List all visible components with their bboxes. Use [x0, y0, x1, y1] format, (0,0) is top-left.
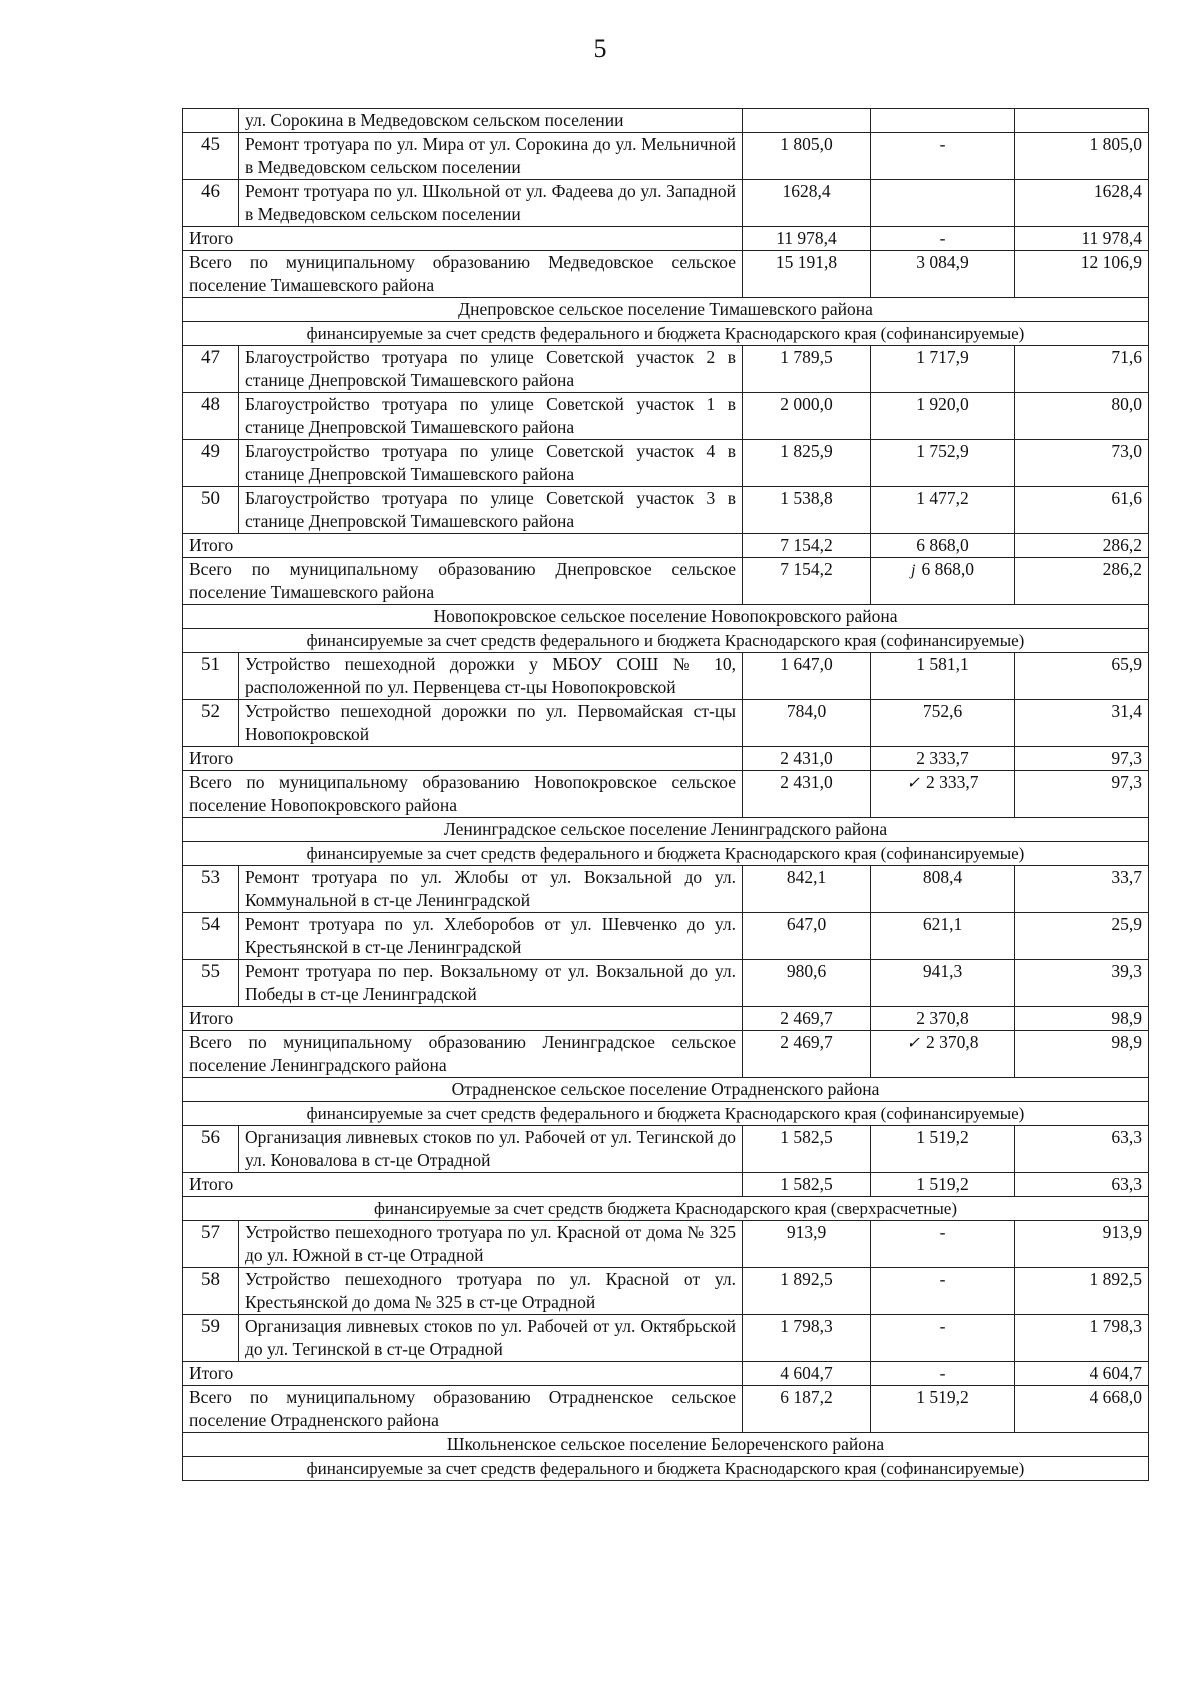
regional-amount: 1 519,2	[871, 1126, 1015, 1173]
row-number: 48	[183, 393, 239, 440]
total-label: Итого	[183, 1007, 743, 1031]
total-row	[183, 251, 1149, 298]
regional-amount-value: -	[939, 228, 946, 248]
funding-row	[183, 1197, 1149, 1221]
total-label: Всего по муниципальному образованию Отрадненское сельское поселение Отрадненского района	[183, 1386, 743, 1433]
local-amount: 4 668,0	[1015, 1386, 1149, 1433]
check-mark: ✓	[906, 775, 920, 792]
local-amount: 286,2	[1015, 558, 1149, 605]
regional-amount-value: 1 519,2	[916, 1174, 969, 1194]
local-amount: 73,0	[1015, 440, 1149, 487]
local-amount: 97,3	[1015, 747, 1149, 771]
total-label: Всего по муниципальному образованию Медведовское сельское поселение Тимашевского района	[183, 251, 743, 298]
table-row	[183, 653, 1149, 700]
local-amount: 98,9	[1015, 1031, 1149, 1078]
regional-amount: 752,6	[871, 700, 1015, 747]
total-amount: 1 582,5	[743, 1173, 871, 1197]
total-amount: 1 825,9	[743, 440, 871, 487]
local-amount: 63,3	[1015, 1126, 1149, 1173]
total-amount: 1628,4	[743, 180, 871, 227]
funding-row	[183, 1102, 1149, 1126]
section-title: Новопокровское сельское поселение Новопокровского района	[183, 605, 1149, 629]
total-amount: 2 469,7	[743, 1031, 871, 1078]
local-amount	[1015, 109, 1149, 133]
row-number: 54	[183, 913, 239, 960]
regional-amount: -	[871, 1221, 1015, 1268]
check-mark: ✓	[906, 1035, 920, 1052]
page-number: 5	[593, 34, 607, 63]
funding-source-title: финансируемые за счет средств бюджета Краснодарского края (сверхрасчетные)	[183, 1197, 1149, 1221]
row-number: 56	[183, 1126, 239, 1173]
row-description: ул. Сорокина в Медведовском сельском поселении	[239, 109, 743, 133]
regional-amount: 1 920,0	[871, 393, 1015, 440]
local-amount: 80,0	[1015, 393, 1149, 440]
regional-amount: -	[871, 1268, 1015, 1315]
total-row	[183, 558, 1149, 605]
total-amount: 2 000,0	[743, 393, 871, 440]
total-row	[183, 1007, 1149, 1031]
regional-amount-value: 1 519,2	[916, 1387, 969, 1407]
total-amount: 913,9	[743, 1221, 871, 1268]
row-number: 51	[183, 653, 239, 700]
row-number	[183, 109, 239, 133]
row-number: 50	[183, 487, 239, 534]
section-title: Ленинградское сельское поселение Ленинградского района	[183, 818, 1149, 842]
regional-amount-value: 2 370,8	[925, 1032, 979, 1052]
row-description: Ремонт тротуара по ул. Школьной от ул. Фадеева до ул. Западной в Медведовском сельском поселении	[239, 180, 743, 227]
funding-source-title: финансируемые за счет средств федерального и бюджета Краснодарского края (софинансируемые)	[183, 1457, 1149, 1481]
total-label: Итого	[183, 747, 743, 771]
total-amount: 2 431,0	[743, 771, 871, 818]
row-description: Ремонт тротуара по пер. Вокзальному от ул. Вокзальной до ул. Победы в ст-це Ленинградской	[239, 960, 743, 1007]
table-row	[183, 1126, 1149, 1173]
total-label: Итого	[183, 227, 743, 251]
local-amount: 61,6	[1015, 487, 1149, 534]
total-row	[183, 771, 1149, 818]
regional-amount	[871, 180, 1015, 227]
row-description: Благоустройство тротуара по улице Советской участок 3 в станице Днепровской Тимашевского района	[239, 487, 743, 534]
section-title: Отрадненское сельское поселение Отрадненского района	[183, 1078, 1149, 1102]
total-row	[183, 1386, 1149, 1433]
total-amount: 7 154,2	[743, 558, 871, 605]
local-amount: 71,6	[1015, 346, 1149, 393]
regional-amount	[871, 109, 1015, 133]
total-row	[183, 227, 1149, 251]
funding-source-title: финансируемые за счет средств федерального и бюджета Краснодарского края (софинансируемые)	[183, 629, 1149, 653]
total-amount: 11 978,4	[743, 227, 871, 251]
local-amount: 97,3	[1015, 771, 1149, 818]
row-description: Устройство пешеходной дорожки по ул. Первомайская ст-цы Новопокровской	[239, 700, 743, 747]
budget-table-body	[183, 109, 1149, 1481]
table-row	[183, 1315, 1149, 1362]
total-amount: 2 431,0	[743, 747, 871, 771]
local-amount: 11 978,4	[1015, 227, 1149, 251]
regional-amount: 1 477,2	[871, 487, 1015, 534]
local-amount: 12 106,9	[1015, 251, 1149, 298]
row-number: 47	[183, 346, 239, 393]
total-label: Итого	[183, 1173, 743, 1197]
row-number: 52	[183, 700, 239, 747]
table-row	[183, 960, 1149, 1007]
regional-amount-value: 3 084,9	[916, 252, 969, 272]
regional-amount: 621,1	[871, 913, 1015, 960]
total-amount: 6 187,2	[743, 1386, 871, 1433]
total-amount: 1 798,3	[743, 1315, 871, 1362]
total-label: Итого	[183, 1362, 743, 1386]
funding-source-title: финансируемые за счет средств федерального и бюджета Краснодарского края (софинансируемые)	[183, 1102, 1149, 1126]
table-row	[183, 393, 1149, 440]
regional-amount	[871, 1031, 1015, 1078]
regional-amount	[871, 771, 1015, 818]
section-title: Школьненское сельское поселение Белореченского района	[183, 1433, 1149, 1457]
regional-amount-value: 2 370,8	[916, 1008, 969, 1028]
table-row	[183, 866, 1149, 913]
total-row	[183, 1362, 1149, 1386]
regional-amount: -	[871, 133, 1015, 180]
total-amount	[743, 109, 871, 133]
total-amount: 4 604,7	[743, 1362, 871, 1386]
total-amount: 842,1	[743, 866, 871, 913]
budget-table	[182, 108, 1149, 1481]
row-description: Организация ливневых стоков по ул. Рабочей от ул. Тегинской до ул. Коновалова в ст-це Отрадной	[239, 1126, 743, 1173]
row-description: Благоустройство тротуара по улице Советской участок 2 в станице Днепровской Тимашевского района	[239, 346, 743, 393]
table-row	[183, 487, 1149, 534]
local-amount: 4 604,7	[1015, 1362, 1149, 1386]
row-description: Устройство пешеходной дорожки у МБОУ СОШ № 10, расположенной по ул. Первенцева ст-цы Новопокровской	[239, 653, 743, 700]
total-row	[183, 747, 1149, 771]
total-row	[183, 1031, 1149, 1078]
regional-amount	[871, 534, 1015, 558]
table-row	[183, 700, 1149, 747]
total-amount: 1 892,5	[743, 1268, 871, 1315]
section-title: Днепровское сельское поселение Тимашевского района	[183, 298, 1149, 322]
local-amount: 286,2	[1015, 534, 1149, 558]
local-amount: 63,3	[1015, 1173, 1149, 1197]
regional-amount: 1 717,9	[871, 346, 1015, 393]
regional-amount: 1 581,1	[871, 653, 1015, 700]
total-amount: 1 647,0	[743, 653, 871, 700]
regional-amount-value: 6 868,0	[916, 535, 969, 555]
total-amount: 980,6	[743, 960, 871, 1007]
total-amount: 15 191,8	[743, 251, 871, 298]
total-row	[183, 1173, 1149, 1197]
funding-row	[183, 1457, 1149, 1481]
row-description: Организация ливневых стоков по ул. Рабочей от ул. Октябрьской до ул. Тегинской в ст-це Отрадной	[239, 1315, 743, 1362]
regional-amount-value: 2 333,7	[925, 772, 979, 792]
table-row	[183, 180, 1149, 227]
funding-source-title: финансируемые за счет средств федерального и бюджета Краснодарского края (софинансируемые)	[183, 842, 1149, 866]
total-amount: 1 805,0	[743, 133, 871, 180]
row-description: Ремонт тротуара по ул. Мира от ул. Сорокина до ул. Мельничной в Медведовском сельском поселении	[239, 133, 743, 180]
row-number: 58	[183, 1268, 239, 1315]
local-amount: 1 798,3	[1015, 1315, 1149, 1362]
total-amount: 7 154,2	[743, 534, 871, 558]
funding-row	[183, 322, 1149, 346]
local-amount: 913,9	[1015, 1221, 1149, 1268]
regional-amount: 941,3	[871, 960, 1015, 1007]
funding-row	[183, 842, 1149, 866]
total-label: Всего по муниципальному образованию Днепровское сельское поселение Тимашевского района	[183, 558, 743, 605]
total-amount: 2 469,7	[743, 1007, 871, 1031]
funding-row	[183, 629, 1149, 653]
row-number: 46	[183, 180, 239, 227]
table-row	[183, 1268, 1149, 1315]
regional-amount-value: -	[939, 1363, 946, 1383]
row-number: 45	[183, 133, 239, 180]
section-row	[183, 298, 1149, 322]
regional-amount	[871, 251, 1015, 298]
regional-amount-value: 6 868,0	[921, 559, 974, 579]
row-description: Ремонт тротуара по ул. Хлеборобов от ул. Шевченко до ул. Крестьянской в ст-це Ленинградской	[239, 913, 743, 960]
total-label: Итого	[183, 534, 743, 558]
total-amount: 1 582,5	[743, 1126, 871, 1173]
section-row	[183, 1433, 1149, 1457]
row-description: Благоустройство тротуара по улице Советской участок 1 в станице Днепровской Тимашевского района	[239, 393, 743, 440]
total-amount: 1 538,8	[743, 487, 871, 534]
total-amount: 647,0	[743, 913, 871, 960]
local-amount: 1 892,5	[1015, 1268, 1149, 1315]
regional-amount: -	[871, 1315, 1015, 1362]
row-number: 53	[183, 866, 239, 913]
local-amount: 65,9	[1015, 653, 1149, 700]
table-row	[183, 913, 1149, 960]
table-row	[183, 346, 1149, 393]
local-amount: 31,4	[1015, 700, 1149, 747]
regional-amount	[871, 558, 1015, 605]
local-amount: 33,7	[1015, 866, 1149, 913]
local-amount: 25,9	[1015, 913, 1149, 960]
row-number: 57	[183, 1221, 239, 1268]
regional-amount	[871, 747, 1015, 771]
row-description: Устройство пешеходного тротуара по ул. Красной от дома № 325 до ул. Южной в ст-це Отрадной	[239, 1221, 743, 1268]
section-row	[183, 1078, 1149, 1102]
section-row	[183, 605, 1149, 629]
row-number: 55	[183, 960, 239, 1007]
total-amount: 1 789,5	[743, 346, 871, 393]
table-row	[183, 109, 1149, 133]
funding-source-title: финансируемые за счет средств федерального и бюджета Краснодарского края (софинансируемые)	[183, 322, 1149, 346]
regional-amount	[871, 1007, 1015, 1031]
table-row	[183, 440, 1149, 487]
regional-amount: 808,4	[871, 866, 1015, 913]
local-amount: 1 805,0	[1015, 133, 1149, 180]
row-description: Благоустройство тротуара по улице Советской участок 4 в станице Днепровской Тимашевского района	[239, 440, 743, 487]
table-row	[183, 133, 1149, 180]
table-row	[183, 1221, 1149, 1268]
local-amount: 1628,4	[1015, 180, 1149, 227]
total-label: Всего по муниципальному образованию Ленинградское сельское поселение Ленинградского района	[183, 1031, 743, 1078]
total-row	[183, 534, 1149, 558]
total-amount: 784,0	[743, 700, 871, 747]
section-row	[183, 818, 1149, 842]
total-label: Всего по муниципальному образованию Новопокровское сельское поселение Новопокровского района	[183, 771, 743, 818]
regional-amount	[871, 1386, 1015, 1433]
row-number: 59	[183, 1315, 239, 1362]
row-number: 49	[183, 440, 239, 487]
regional-amount: 1 752,9	[871, 440, 1015, 487]
regional-amount	[871, 227, 1015, 251]
local-amount: 98,9	[1015, 1007, 1149, 1031]
check-mark: j	[911, 562, 916, 579]
regional-amount-value: 2 333,7	[916, 748, 969, 768]
row-description: Устройство пешеходного тротуара по ул. Красной от ул. Крестьянской до дома № 325 в ст-це Отрадной	[239, 1268, 743, 1315]
row-description: Ремонт тротуара по ул. Жлобы от ул. Вокзальной до ул. Коммунальной в ст-це Ленинградской	[239, 866, 743, 913]
regional-amount	[871, 1173, 1015, 1197]
regional-amount	[871, 1362, 1015, 1386]
local-amount: 39,3	[1015, 960, 1149, 1007]
